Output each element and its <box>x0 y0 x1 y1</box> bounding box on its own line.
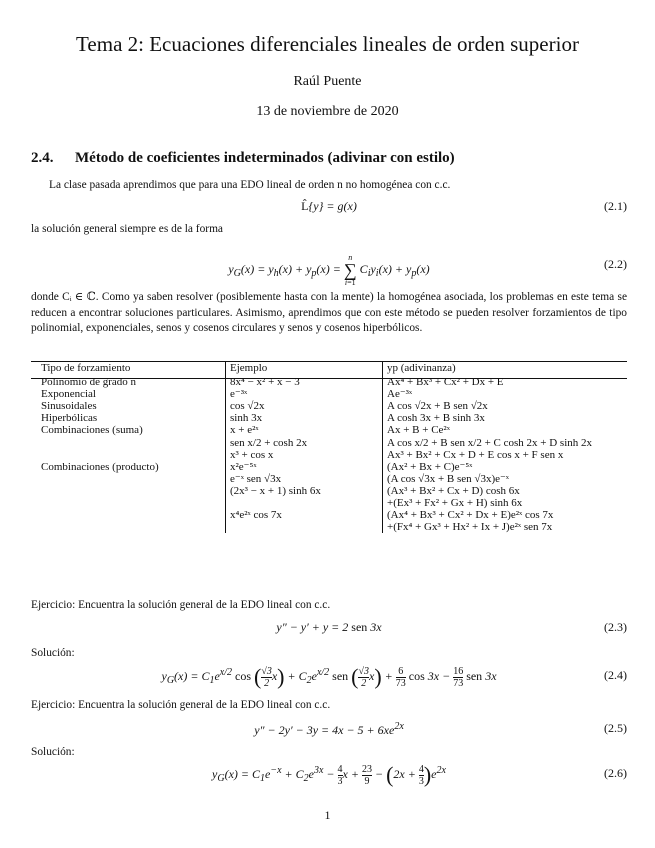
table-cell: +(Ex³ + Fx² + Gx + H) sinh 6x <box>383 497 623 509</box>
table-row <box>37 400 622 412</box>
table-header: Ejemplo <box>226 362 383 376</box>
table-row <box>37 449 622 461</box>
exercise-2: Ejercicio: Encuentra la solución general de la EDO lineal con c.c. <box>31 699 331 711</box>
equation-2-1-number: (2.1) <box>604 199 627 213</box>
equation-2-2-number: (2.2) <box>604 257 627 271</box>
table-cell: A cosh 3x + B sinh 3x <box>383 412 623 424</box>
table-header-row <box>37 362 622 376</box>
table-cell: (Ax² + Bx + C)e⁻⁵ˣ <box>383 461 623 473</box>
table-header: Tipo de forzamiento <box>41 362 131 374</box>
table-cell: 8x⁴ − x² + x − 3 <box>226 376 383 388</box>
table-cell: x + e²ˣ <box>226 424 383 436</box>
table-cell: e⁻³ˣ <box>226 388 383 400</box>
table-cell: cos √2x <box>226 400 383 412</box>
table-cell <box>37 437 226 449</box>
table-cell: A cos √2x + B sen √2x <box>383 400 623 412</box>
equation-2-6-number: (2.6) <box>604 766 627 780</box>
date: 13 de noviembre de 2020 <box>256 104 399 119</box>
table-row <box>37 521 622 533</box>
table-cell: sinh 3x <box>226 412 383 424</box>
equation-2-3-body: y″ − y′ + y = 2 sen 3x <box>276 620 382 634</box>
equation-2-1-body: L̂{y} = g(x) <box>301 199 357 213</box>
table-cell: Ae⁻³ˣ <box>383 388 623 400</box>
table-cell <box>37 449 226 461</box>
paragraph-intro: La clase pasada aprendimos que para una EDO lineal de orden n no homogénea con c.c. <box>49 179 451 191</box>
equation-2-6 <box>31 756 627 790</box>
equation-2-3 <box>31 620 627 644</box>
table-cell: (2x³ − x + 1) sinh 6x <box>226 485 383 497</box>
table-row <box>37 497 622 509</box>
equation-2-4-number: (2.4) <box>604 668 627 682</box>
section-number: 2.4. <box>31 150 54 166</box>
author: Raúl Puente <box>293 74 362 89</box>
table-row <box>37 424 622 436</box>
table-header: yp (adivinanza) <box>383 362 623 376</box>
table-cell: Ax + B + Ce²ˣ <box>383 424 623 436</box>
equation-2-2 <box>31 247 627 287</box>
table-cell <box>37 473 226 485</box>
equation-2-5-number: (2.5) <box>604 721 627 735</box>
table-cell: Ax⁴ + Bx³ + Cx² + Dx + E <box>383 376 623 388</box>
table-row <box>37 473 622 485</box>
table-cell: x²e⁻⁵ˣ <box>226 461 383 473</box>
table-row <box>37 388 622 400</box>
table-cell: x⁴e²ˣ cos 7x <box>226 509 383 521</box>
table-cell: (Ax⁴ + Bx³ + Cx² + Dx + E)e²ˣ cos 7x <box>383 509 623 521</box>
table-row <box>37 437 622 449</box>
equation-2-3-number: (2.3) <box>604 620 627 634</box>
table-cell: Combinaciones (suma) <box>41 424 143 437</box>
table-row <box>37 412 622 424</box>
equation-2-1 <box>31 199 627 223</box>
forcing-table <box>37 362 622 533</box>
page-number: 1 <box>324 808 331 822</box>
table-cell: A cos x/2 + B sen x/2 + C cosh 2x + D sinh 2x <box>383 437 623 449</box>
solution-1-label: Solución: <box>31 647 75 659</box>
table-cell <box>37 521 226 533</box>
section-heading <box>31 150 455 167</box>
table-row <box>37 376 622 388</box>
equation-2-2-body: $y_G(x) = y_h(x) + y_p(x)$ = n ∑ i=1 $C_iy_i(x) + y_p(x)$ <box>228 253 430 287</box>
table-cell <box>226 497 383 509</box>
table-cell <box>226 521 383 533</box>
table-cell: Exponencial <box>41 388 96 401</box>
equation-2-4-body: $y_G(x) = C_1e^{x/2}$ cos ( $\frac{√3}{2}$ $x) + C_2e^{x/2}$ sen ( $\frac{√3}{2}$ x) + $\frac{6}{73}$ cos 3x − $\frac{16}{73}$ sen 3x <box>161 664 497 689</box>
table-cell <box>37 497 226 509</box>
table-row <box>37 509 622 521</box>
document-title: Tema 2: Ecuaciones diferenciales lineales de orden superior <box>76 32 579 56</box>
table-row <box>37 485 622 497</box>
equation-2-4 <box>31 658 627 692</box>
equation-2-6-body: $y_G(x) = C_1e^{-x} + C_2e^{3x}$ − $\frac{4}{3}$ x + $\frac{23}{9}$ − (2x + $\frac{4}{3}$ )$e^{2x}$ <box>212 762 446 787</box>
table-cell: sen x/2 + cosh 2x <box>226 437 383 449</box>
exercise-1: Ejercicio: Encuentra la solución general de la EDO lineal con c.c. <box>31 599 331 611</box>
table-cell: Hiperbólicas <box>41 412 98 425</box>
paragraph-general-solution: la solución general siempre es de la forma <box>31 223 223 235</box>
table-cell: Ax³ + Bx² + Cx + D + E cos x + F sen x <box>383 449 623 461</box>
section-title: Método de coeficientes indeterminados (adivinar con estilo) <box>75 150 455 166</box>
table-cell: e⁻ˣ sen √3x <box>226 473 383 485</box>
table-cell: Sinusoidales <box>41 400 97 413</box>
table-row <box>37 461 622 473</box>
table-cell: (Ax³ + Bx² + Cx + D) cosh 6x <box>383 485 623 497</box>
table-cell: (A cos √3x + B sen √3x)e⁻ˣ <box>383 473 623 485</box>
table-cell: Combinaciones (producto) <box>41 460 159 473</box>
paragraph-methods: donde Cᵢ ∈ ℂ. Como ya saben resolver (posiblemente hasta con la mente) la homogénea asociada, los problemas en este tema se reducen a encontrar soluciones particulares. Asimismo, aprendimos que con este método se pueden resolver forzamientos de tipo polinomial, exponenciales, senos y cosenos circulares y senos y cosenos hiperbólicos. <box>31 291 627 335</box>
equation-2-5 <box>31 721 627 745</box>
table-cell: Polinomio de grado n <box>41 376 137 389</box>
equation-2-5-body: $y'' - 2y' - 3y = 4x - 5 + 6xe^{2x}$ <box>254 721 404 737</box>
table-cell: x³ + cos x <box>226 449 383 461</box>
table-cell <box>37 485 226 497</box>
table-cell <box>37 509 226 521</box>
solution-2-label: Solución: <box>31 746 75 758</box>
table-cell: +(Fx⁴ + Gx³ + Hx² + Ix + J)e²ˣ sen 7x <box>383 521 623 533</box>
